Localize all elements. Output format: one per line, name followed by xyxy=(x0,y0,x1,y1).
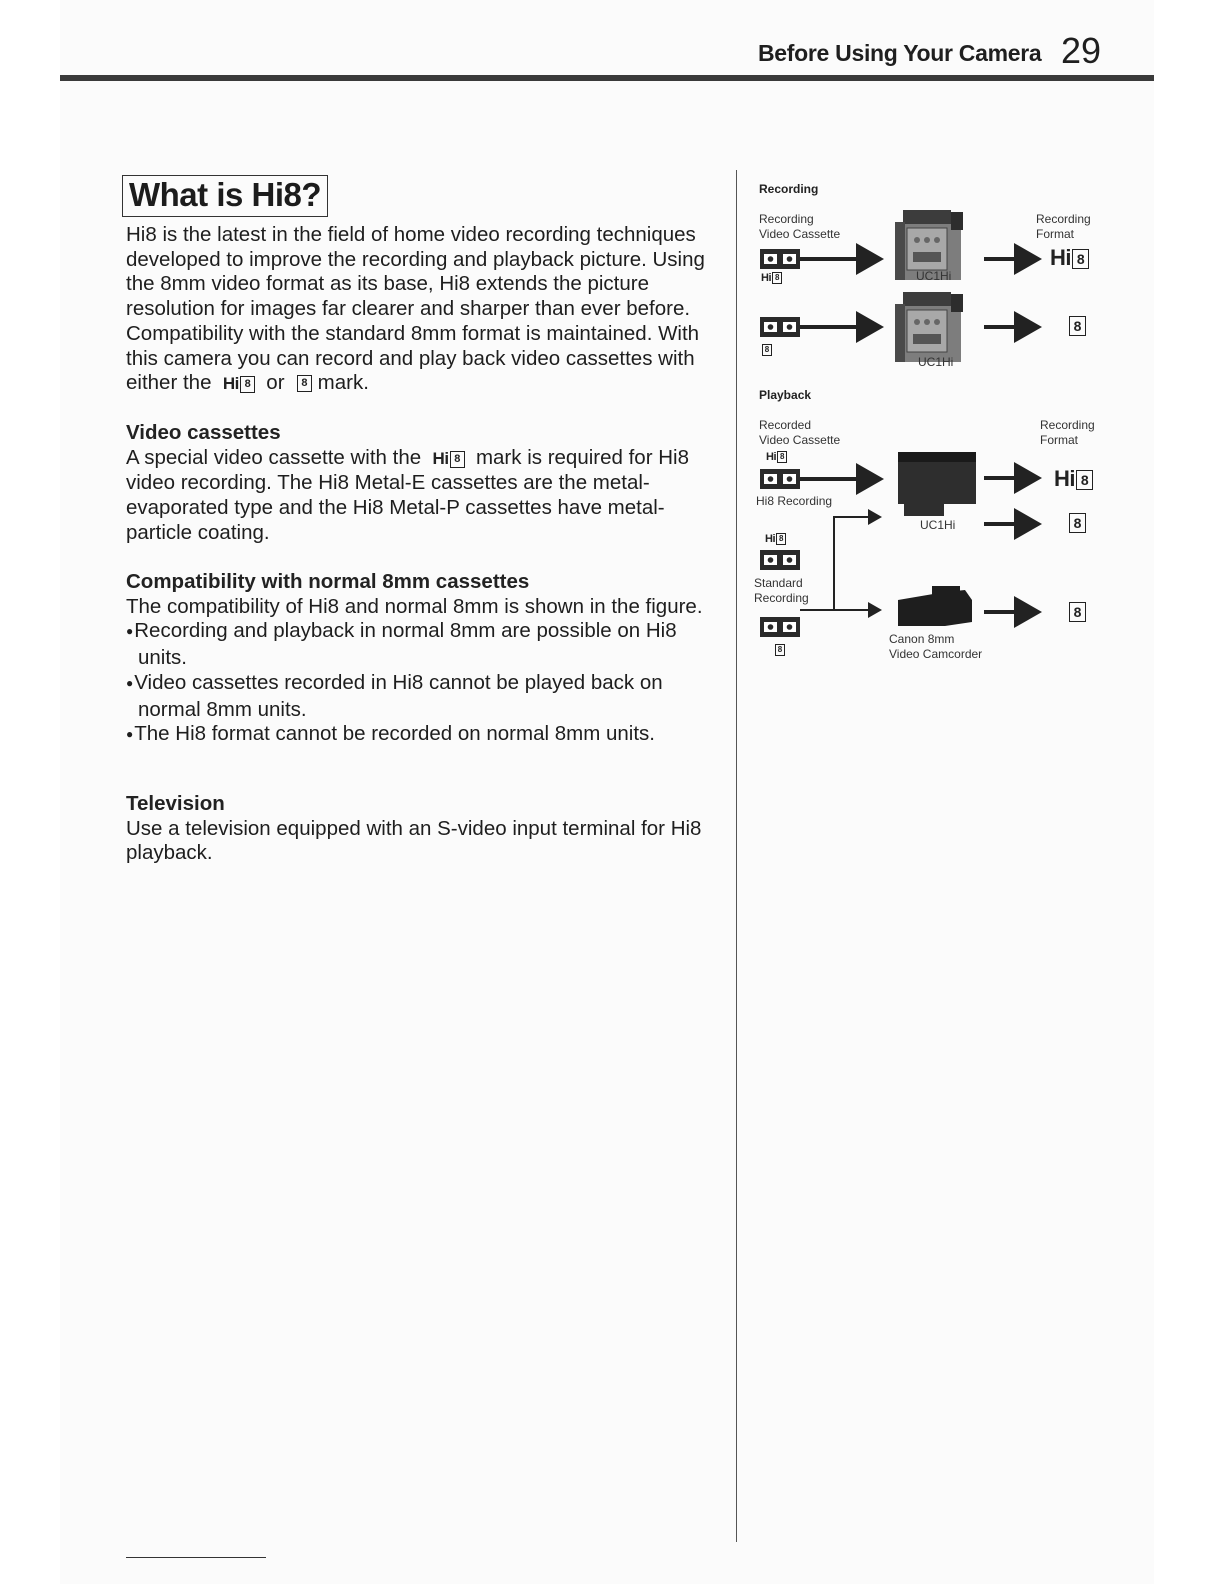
section-body: Use a television equipped with an S-video input terminal for Hi8 playback. xyxy=(126,816,702,865)
intro-end: mark. xyxy=(317,371,369,395)
hi8-format-mark: Hi 8 xyxy=(1050,245,1089,271)
recording-output-label: Recording Format xyxy=(1036,212,1091,241)
footnote-rule xyxy=(126,1557,266,1558)
section-compatibility xyxy=(126,570,726,749)
section-heading: Video cassettes xyxy=(126,421,281,444)
hi8-format-mark: Hi 8 xyxy=(1054,466,1093,492)
8mm-format-mark: 8 xyxy=(1068,316,1086,336)
canon-8mm-camcorder-icon xyxy=(898,586,972,626)
canon-camcorder-label: Canon 8mm Video Camcorder xyxy=(889,632,983,661)
standard-recording-label: Standard Recording xyxy=(754,576,809,605)
hi8-mark: Hi 8 xyxy=(433,447,465,472)
page-number: 29 xyxy=(1061,30,1102,71)
header-rule xyxy=(60,75,1154,81)
section-body: The compatibility of Hi8 and normal 8mm is shown in the figure. xyxy=(126,594,703,618)
column-divider xyxy=(736,170,737,1542)
8mm-mark-small: 8 xyxy=(774,642,785,657)
hi8-recorded-cassette-icon xyxy=(760,469,800,489)
intro-or: or xyxy=(266,371,285,395)
recording-input-label: Recording Video Cassette xyxy=(759,212,841,241)
playback-input-label: Recorded Video Cassette xyxy=(759,418,841,447)
playback-heading: Playback xyxy=(759,388,812,402)
compatibility-diagram xyxy=(740,170,1140,690)
section-television xyxy=(126,792,726,866)
hi8-mark-small: Hi 8 xyxy=(766,449,787,465)
8mm-cassette-icon xyxy=(760,317,800,337)
section-title: Before Using Your Camera xyxy=(758,40,1042,66)
section-body-cont: mark is required for Hi8 video recording. The Hi8 Metal-E cassettes are the metal-evaporated type and the Hi8 Metal-P cassettes have metal-particle coating. xyxy=(126,445,689,544)
recording-heading: Recording xyxy=(759,182,819,196)
section-heading: Compatibility with normal 8mm cassettes xyxy=(126,570,530,593)
hi8-recording-label: Hi8 Recording xyxy=(756,494,833,508)
intro-text: Hi8 is the latest in the field of home video recording techniques developed to improve the recording and playback picture. Using the 8mm video format as its base, Hi8 extends the picture resolution for images far clearer and sharper than ever before. Compatibility with the standard 8mm format is maintained. With this camera you can record and play back video cassettes with either the xyxy=(126,223,705,395)
uc1hi-camera-icon xyxy=(895,292,963,362)
intro-paragraph xyxy=(126,223,726,397)
hi8-mark: Hi 8 xyxy=(223,372,255,397)
8mm-format-mark: 8 xyxy=(1068,602,1086,622)
hi8-mark-small: Hi 8 xyxy=(761,270,782,286)
list-item: ● Recording and playback in normal 8mm are possible on Hi8 units. xyxy=(126,619,726,670)
uc1hi-playback-camera-icon xyxy=(898,452,976,516)
camera-label: UC1Hi xyxy=(920,518,956,532)
page-title: What is Hi8? xyxy=(122,175,328,217)
bullet-list xyxy=(126,619,726,749)
section-heading: Television xyxy=(126,792,225,815)
section-video-cassettes xyxy=(126,421,726,546)
camera-label: UC1Hi xyxy=(916,269,952,283)
hi8-cassette-icon xyxy=(760,249,800,269)
8mm-cassette-icon xyxy=(760,617,800,637)
list-item: ● Video cassettes recorded in Hi8 cannot be played back on normal 8mm units. xyxy=(126,671,726,722)
camera-label: UC1Hi xyxy=(918,355,954,369)
playback-output-label: Recording Format xyxy=(1040,418,1095,447)
list-item: ● The Hi8 format cannot be recorded on normal 8mm units. xyxy=(126,722,726,749)
hi8-cassette-icon xyxy=(760,550,800,570)
8mm-mark: 8 xyxy=(297,375,312,392)
8mm-format-mark: 8 xyxy=(1068,513,1086,533)
hi8-mark-small: Hi 8 xyxy=(765,531,786,547)
section-body: A special video cassette with the xyxy=(126,445,422,469)
8mm-mark-small: 8 xyxy=(761,342,772,357)
